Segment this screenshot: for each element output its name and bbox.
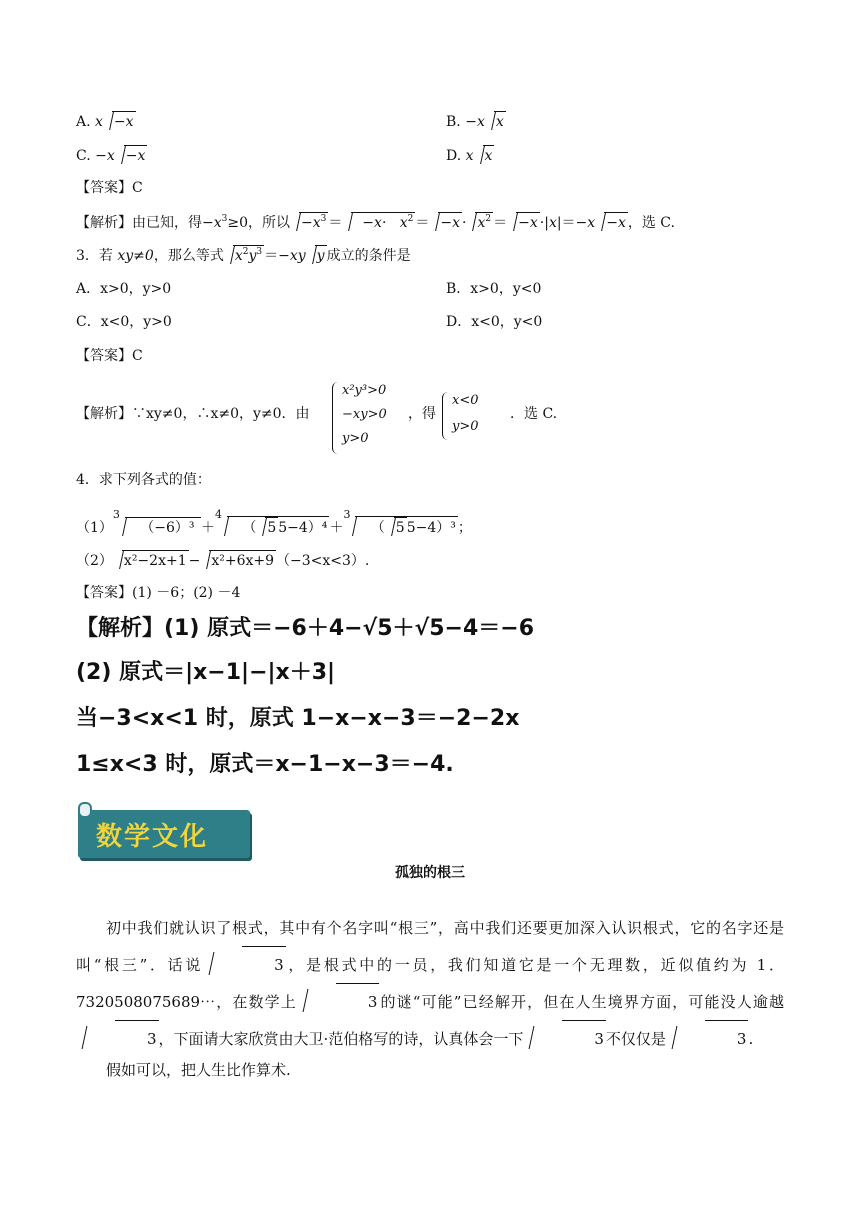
q3-option-d: D．x<0，y<0 (446, 314, 543, 330)
q3-analysis: 【解析】∵xy≠0，∴x≠0，y≠0．由 (76, 406, 310, 422)
essay-paragraph-2: 假如可以，把人生比作算术. (106, 1061, 291, 1079)
q2-option-b: B. −x x (446, 111, 506, 132)
banner-label: 数学文化 (96, 822, 209, 852)
q3-analysis-end: ．选 C. (510, 406, 558, 422)
q2-option-c: C. −x −x (76, 145, 147, 166)
q4-analysis-line-1: 【解析】(1) 原式＝−6＋4−√5＋√5−4＝−6 (76, 616, 535, 641)
q2-option-d: D. x x (446, 145, 494, 166)
q3-stem: 3．若 xy≠0，那么等式 $x^2y^3 =-xy$ y 成立的条件是 (76, 247, 411, 264)
q3-answer: 【答案】C (76, 348, 143, 364)
q4-answer: 【答案】(1) －6；(2) －4 (76, 585, 241, 601)
q3-option-b: B．x>0，y<0 (446, 281, 542, 297)
q4-part-1: $(1)^3$ （−6）³ ＋$^4$ （ 5 5−4）⁴ ＋$^3$ （ 5 5−4）³ ； (76, 508, 472, 536)
essay-paragraph-1: 初中我们就认识了根式，其中有个名字叫“根三”，高中我们还要更加深入认识根式，它的名字还是叫“根三”．话说 3 ，是根式中的一员，我们知道它是一个无理数，近似值约为 1．7320508075689⋯，在数学上 3 的谜“可能”已经解开，但在人生境界方面，可能没人逾越3 ，下面请大家欣赏由大卫·范伯格写的诗，认真体会一下 3 不仅仅是 3 . (76, 910, 784, 1057)
scroll-curl-icon (78, 802, 92, 818)
q3-option-c: C．x<0，y>0 (76, 314, 172, 330)
q3-system-1: x²y³>0 −xy>0 y>0 (332, 382, 387, 454)
q4-stem: 4．求下列各式的值： (76, 472, 211, 488)
essay-title: 孤独的根三 (395, 865, 465, 881)
q4-analysis-line-2: (2) 原式＝|x−1|−|x＋3| (76, 660, 336, 685)
q4-part-2: （2） x²−2x+1 − x²+6x+9 （−3<x<3）. (76, 550, 369, 571)
q4-analysis-line-4: 1≤x<3 时，原式＝x−1−x−3＝−4. (76, 752, 454, 777)
q3-system-2: x<0 y>0 (442, 392, 479, 440)
math-culture-banner (78, 802, 250, 860)
q3-analysis-mid: ，得 (408, 406, 436, 422)
q2-analysis: 【解析】由已知，得$-x^3\ge 0$，所以 $-x^3 = -x\cdot x^2 = -x \cdot x^2 = -x \cdot|x|=-x -x$ ，选 C. (76, 214, 675, 231)
q2-option-a: A. x −x (76, 111, 136, 132)
q3-option-a: A．x>0，y>0 (76, 281, 172, 297)
q2-answer: 【答案】C (76, 180, 143, 196)
q4-analysis-line-3: 当−3<x<1 时，原式 1−x−x−3＝−2−2x (76, 706, 520, 731)
